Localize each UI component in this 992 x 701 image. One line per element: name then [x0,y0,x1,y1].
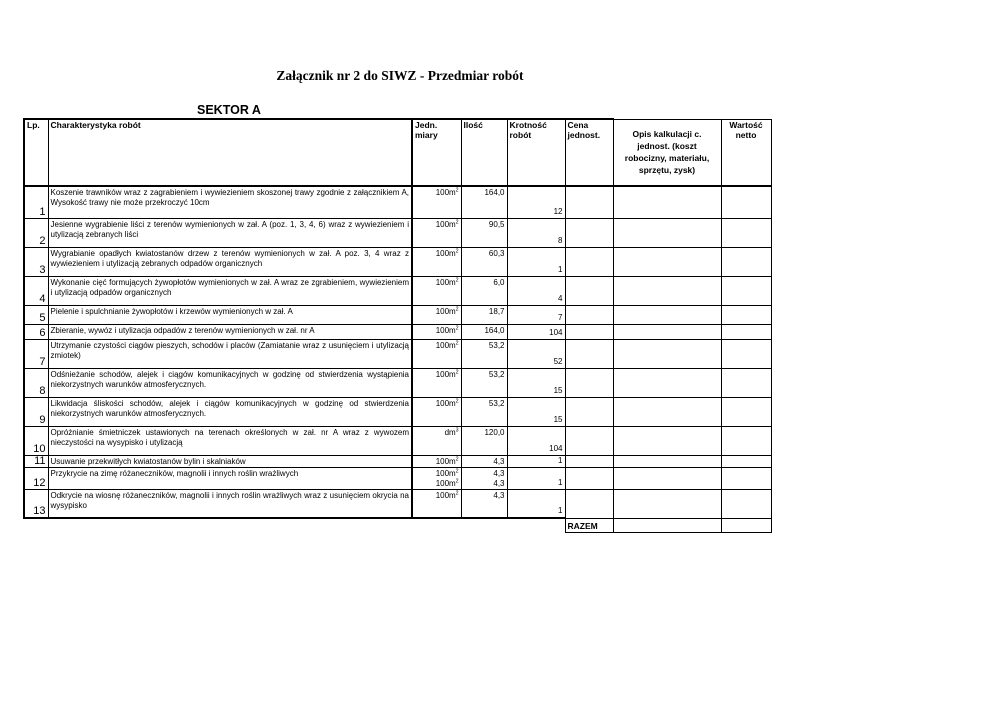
unit-price-cell[interactable] [565,455,613,467]
unit-of-measure [412,489,461,518]
calculation-cell[interactable] [613,186,721,218]
calculation-cell[interactable] [613,276,721,305]
quantity [461,305,507,324]
unit-exponent: 2 [455,187,459,194]
work-description: Jesienne wygrabienie liści z terenów wymienionych w zał. A (poz. 1, 3, 4, 6) wraz z wywiezieniem i utylizacją zebranych liści [48,218,412,247]
unit-text: 100m [435,490,456,500]
przedmiar-table [23,118,772,533]
quantity-value: 164,0 [484,188,505,197]
row-number: 7 [24,339,48,368]
unit-text: 100m [435,325,456,335]
unit-exponent: 2 [455,305,459,312]
work-description: Likwidacja śliskości schodów, alejek i ciągów komunikacyjnych w godzinę od stwierdzenia niekorzystnych warunków atmosferycznych. [48,397,412,426]
header-multiplicity: Krotność robót [507,119,565,186]
quantity-value: 4,3 [493,490,505,500]
total-row [24,518,771,532]
work-description: Odśnieżanie schodów, alejek i ciągów komunikacyjnych w godzinę od stwierdzenia wystąpienia niekorzystnych warunków atmosferycznych. [48,368,412,397]
unit-exponent: 2 [455,477,459,484]
unit-of-measure [412,247,461,276]
work-description: Wygrabianie opadłych kwiatostanów drzew z terenów wymienionych w zał. A poz. 3, 4 wraz z wywiezieniem i utylizacją zebranych odpadów organicznych [48,247,412,276]
net-value-cell[interactable] [721,397,771,426]
unit-of-measure [412,324,461,339]
quantity [461,218,507,247]
row-number: 10 [24,426,48,455]
net-value-cell[interactable] [721,467,771,489]
multiplicity: 1 [507,455,565,467]
unit-text: 100m [435,369,456,379]
unit-price-cell[interactable] [565,186,613,218]
total-value-cell[interactable] [721,518,771,532]
multiplicity: 15 [507,368,565,397]
multiplicity: 15 [507,397,565,426]
work-description: Opróżnianie śmietniczek ustawionych na terenach określonych w zał. nr A wraz z wywozem nieczystości na wysypisko i utylizacją [48,426,412,455]
table-row [24,368,771,397]
quantity [461,276,507,305]
net-value-cell[interactable] [721,426,771,455]
quantity-value: 60,3 [488,248,505,258]
net-value-cell[interactable] [721,276,771,305]
unit-price-cell[interactable] [565,467,613,489]
table-row [24,455,771,467]
header-net-value: Wartość netto [721,119,771,186]
multiplicity: 104 [507,426,565,455]
table-body [24,186,771,518]
unit-price-cell[interactable] [565,368,613,397]
calculation-cell[interactable] [613,218,721,247]
quantity-value: 53,2 [488,340,505,350]
unit-text: 100m [435,478,456,488]
table-row [24,397,771,426]
quantity-value: 53,2 [488,398,505,408]
unit-text: 100m [435,468,456,478]
unit-text: 100m [435,398,456,408]
total-label: RAZEM [565,518,613,532]
calculation-cell[interactable] [613,489,721,518]
quantity [461,397,507,426]
unit-of-measure [412,186,461,218]
net-value-cell[interactable] [721,305,771,324]
quantity-value: 6,0 [493,277,505,287]
total-calculation-cell[interactable] [613,518,721,532]
unit-price-cell[interactable] [565,426,613,455]
multiplicity: 1 [507,467,565,489]
table-row [24,247,771,276]
multiplicity: 104 [507,324,565,339]
calculation-cell[interactable] [613,467,721,489]
unit-text: 100m [435,219,456,229]
unit-of-measure [412,397,461,426]
calculation-cell[interactable] [613,455,721,467]
net-value-cell[interactable] [721,339,771,368]
net-value-cell[interactable] [721,218,771,247]
quantity-value: 120,0 [484,427,505,437]
unit-exponent: 2 [455,467,459,474]
quantity [461,339,507,368]
quantity-value: 90,5 [488,219,505,229]
unit-exponent: 2 [455,368,459,375]
table-row [24,489,771,518]
quantity [461,455,507,467]
quantity [461,426,507,455]
work-description: Zbieranie, wywóz i utylizacja odpadów z terenów wymienionych w zał. nr A [48,324,412,339]
row-number: 2 [24,218,48,247]
table-row [24,186,771,218]
unit-text: 100m [435,456,456,466]
work-description: Utrzymanie czystości ciągów pieszych, schodów i placów (Zamiatanie wraz z usunięciem i utylizacją zmiotek) [48,339,412,368]
net-value-cell[interactable] [721,324,771,339]
quantity-value: 4,3 [493,468,505,478]
unit-price-cell[interactable] [565,324,613,339]
multiplicity: 12 [507,186,565,218]
unit-price-cell[interactable] [565,305,613,324]
unit-of-measure [412,276,461,305]
unit-of-measure [412,339,461,368]
unit-exponent: 2 [455,324,459,331]
unit-text: 100m [435,340,456,350]
quantity [461,186,507,218]
row-number: 1 [24,186,48,218]
calculation-cell[interactable] [613,339,721,368]
quantity-value: 4,3 [493,456,505,466]
quantity [461,467,507,489]
net-value-cell[interactable] [721,455,771,467]
unit-text: 100m [435,306,456,316]
work-description: Wykonanie cięć formujących żywopłotów wymienionych w zał. A wraz ze zgrabieniem, wywiezieniem i utylizacją odpadów organicznych [48,276,412,305]
sector-title: SEKTOR A [197,103,261,117]
unit-text: 100m [435,277,456,287]
row-number: 3 [24,247,48,276]
unit-exponent: 2 [455,455,459,462]
unit-price-cell[interactable] [565,247,613,276]
quantity [461,247,507,276]
work-description: Usuwanie przekwitłych kwiatostanów bylin i skalniaków [48,455,412,467]
calculation-cell[interactable] [613,305,721,324]
unit-price-cell[interactable] [565,489,613,518]
unit-of-measure [412,305,461,324]
calculation-cell[interactable] [613,397,721,426]
unit-price-cell[interactable] [565,276,613,305]
calculation-cell[interactable] [613,368,721,397]
unit-text: dm [444,427,456,437]
quantity [461,324,507,339]
calculation-cell[interactable] [613,247,721,276]
table-row [24,426,771,455]
unit-of-measure [412,467,461,489]
net-value-cell[interactable] [721,368,771,397]
unit-price-cell[interactable] [565,397,613,426]
unit-exponent: 2 [455,489,459,496]
multiplicity: 4 [507,276,565,305]
document-title: Załącznik nr 2 do SIWZ - Przedmiar robót [276,68,524,83]
unit-of-measure [412,455,461,467]
row-number: 12 [24,467,48,489]
quantity-value: 164,0 [484,325,505,335]
row-number: 5 [24,305,48,324]
unit-exponent: 3 [455,426,459,433]
multiplicity: 1 [507,247,565,276]
table-row [24,218,771,247]
row-number: 9 [24,397,48,426]
unit-of-measure [412,368,461,397]
net-value-cell[interactable] [721,247,771,276]
unit-price-cell[interactable] [565,339,613,368]
multiplicity: 1 [507,489,565,518]
header-lp: Lp. [24,119,48,186]
table-row [24,324,771,339]
net-value-cell[interactable] [721,489,771,518]
work-description: Przykrycie na zimę różaneczników, magnolii i innych roślin wrażliwych [48,467,412,489]
quantity-value: 53,2 [488,369,505,379]
table-row [24,276,771,305]
unit-price-cell[interactable] [565,218,613,247]
header-quantity: Ilość [461,119,507,186]
row-number: 4 [24,276,48,305]
calculation-cell[interactable] [613,426,721,455]
row-number: 6 [24,324,48,339]
multiplicity: 8 [507,218,565,247]
table-row [24,305,771,324]
unit-exponent: 2 [455,218,459,225]
unit-text: 100m [435,248,456,258]
unit-exponent: 2 [455,276,459,283]
work-description: Koszenie trawników wraz z zagrabieniem i wywiezieniem skoszonej trawy zgodnie z załącznikiem A, Wysokość trawy nie może przekroczyć 10cm [48,186,412,218]
multiplicity: 7 [507,305,565,324]
unit-exponent: 2 [455,397,459,404]
unit-exponent: 2 [455,247,459,254]
row-number: 11 [24,455,48,467]
unit-exponent: 2 [455,339,459,346]
work-description: Odkrycie na wiosnę różaneczników, magnolii i innych roślin wrażliwych wraz z usunięciem okrycia na wysypisko [48,489,412,518]
quantity [461,368,507,397]
table-row [24,467,771,489]
quantity [461,489,507,518]
unit-of-measure [412,218,461,247]
header-calculation: Opis kalkulacji c. jednost. (koszt robocizny, materiału, sprzętu, zysk) [613,119,721,186]
quantity-value: 18,7 [488,306,505,316]
multiplicity: 52 [507,339,565,368]
header-characteristics: Charakterystyka robót [48,119,412,186]
row-number: 8 [24,368,48,397]
header-row [24,119,771,186]
quantity-value: 4,3 [493,478,505,488]
net-value-cell[interactable] [721,186,771,218]
header-unit-price: Cena jednost. [565,119,613,186]
table-row [24,339,771,368]
unit-text: 100m [435,188,456,197]
unit-of-measure [412,426,461,455]
row-number: 13 [24,489,48,518]
header-unit: Jedn. miary [412,119,461,186]
work-description: Pielenie i spulchnianie żywopłotów i krzewów wymienionych w zał. A [48,305,412,324]
calculation-cell[interactable] [613,324,721,339]
